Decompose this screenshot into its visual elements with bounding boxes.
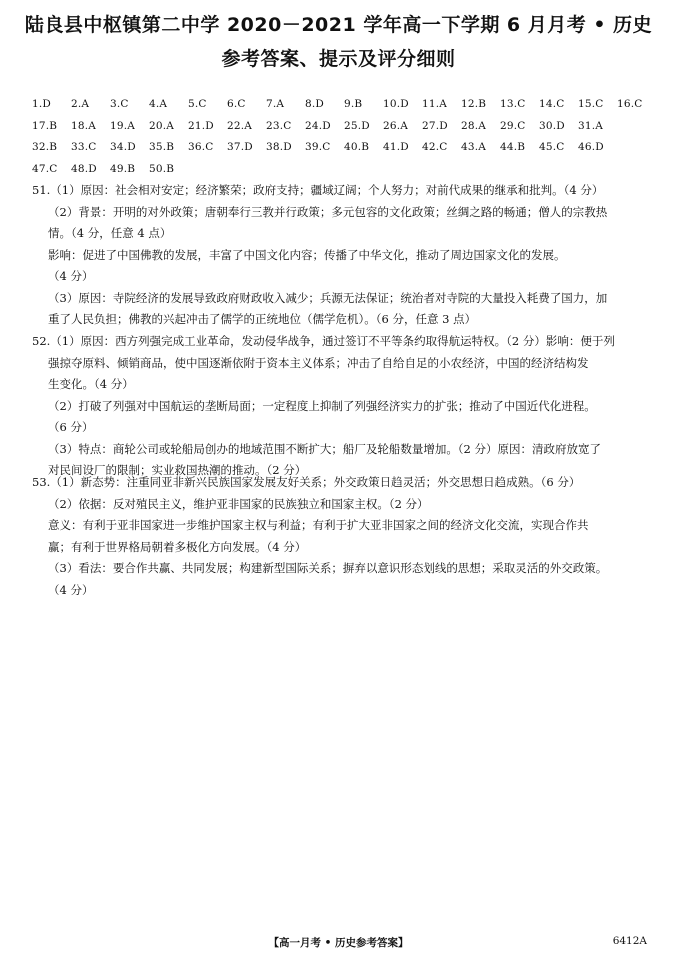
answer-line: 重了人民负担；佛教的兴起冲击了儒学的正统地位（儒学危机）。（6 分，任意 3 点） xyxy=(48,312,477,326)
answer-line: 意义：有利于亚非国家进一步维护国家主权与利益；有利于扩大亚非国家之间的经济文化交流，实现合作共 xyxy=(48,518,589,532)
answer-line: （2）背景：开明的对外政策；唐朝奉行三教并行政策；多元包容的文化政策；丝绸之路的畅通；僧人的宗教热 xyxy=(48,204,608,219)
answer-row xyxy=(32,98,662,120)
answer-item: 6.C xyxy=(227,98,246,110)
answer-item: 47.C xyxy=(32,162,58,175)
answer-item: 16.C xyxy=(617,98,643,110)
answer-item: 24.D xyxy=(305,119,331,132)
answer-item: 42.C xyxy=(422,141,448,153)
answer-line: 51.（1）原因：社会相对安定；经济繁荣；政府支持；疆域辽阔；个人努力；对前代成果的继承和批判。（4 分） xyxy=(32,183,604,197)
answer-line: 影响：促进了中国佛教的发展，丰富了中国文化内容；传播了中华文化，推动了周边国家文化的发展。 xyxy=(48,247,566,262)
answer-row xyxy=(32,141,662,163)
answer-item: 1.D xyxy=(32,98,52,110)
answer-item: 2.A xyxy=(71,98,90,110)
answer-item: 49.B xyxy=(110,162,136,175)
answer-line: 53.（1）新态势：注重同亚非新兴民族国家发展友好关系；外交政策日趋灵活；外交思想日趋成熟。（6 分） xyxy=(32,475,581,489)
answer-line: （6 分） xyxy=(48,420,94,434)
answer-row xyxy=(32,120,662,142)
answer-line: 52.（1）原因：西方列强完成工业革命，发动侵华战争，通过签订不平等条约取得航运特权。（2 分）影响：便于列 xyxy=(32,334,615,348)
answer-item: 14.C xyxy=(539,98,565,110)
answer-item: 17.B xyxy=(32,119,58,132)
footer-code: 6412A xyxy=(612,935,647,947)
answer-item: 35.B xyxy=(149,141,175,153)
answer-item: 11.A xyxy=(422,98,448,110)
answer-line: 赢；有利于世界格局朝着多极化方向发展。（4 分） xyxy=(48,539,307,554)
answer-item: 39.C xyxy=(305,141,331,153)
answer-item: 37.D xyxy=(227,141,253,153)
answer-line: （4 分） xyxy=(48,269,94,283)
answer-line: 强掠夺原料、倾销商品，使中国逐渐依附于资本主义体系；冲击了自给自足的小农经济，中国的经济结构发 xyxy=(48,355,589,370)
answer-item: 50.B xyxy=(149,162,175,175)
question-51-answer xyxy=(32,180,667,331)
answer-item: 30.D xyxy=(539,119,565,132)
answer-item: 5.C xyxy=(188,98,207,110)
answer-line: （3）特点：商轮公司或轮船局创办的地域范围不断扩大；船厂及轮船数量增加。（2 分）原因：清政府放宽了 xyxy=(48,441,602,456)
page-subtitle: 参考答案、提示及评分细则 xyxy=(221,48,456,70)
answer-item: 34.D xyxy=(110,141,136,153)
answer-item: 26.A xyxy=(383,119,409,132)
answer-line: 对民间设厂的限制；实业救国热潮的推动。（2 分） xyxy=(48,463,307,477)
answer-item: 38.D xyxy=(266,141,292,153)
answer-item: 40.B xyxy=(344,141,370,153)
answer-item: 45.C xyxy=(539,141,565,153)
answer-item: 19.A xyxy=(110,119,136,132)
question-52-answer xyxy=(32,331,667,482)
answer-item: 44.B xyxy=(500,141,526,153)
answer-item: 22.A xyxy=(227,119,253,132)
answer-item: 31.A xyxy=(578,119,604,132)
answer-item: 20.A xyxy=(149,119,175,132)
answer-line: （3）原因：寺院经济的发展导致政府财政收入减少；兵源无法保证；统治者对寺院的大量投入耗费了国力，加 xyxy=(48,290,608,305)
answer-item: 12.B xyxy=(461,98,487,110)
answer-line: 情。（4 分，任意 4 点） xyxy=(48,226,172,240)
answer-item: 15.C xyxy=(578,98,604,110)
answer-item: 23.C xyxy=(266,119,292,132)
answer-line: （2）依据：反对殖民主义，维护亚非国家的民族独立和国家主权。（2 分） xyxy=(48,496,429,511)
answer-line: （2）打破了列强对中国航运的垄断局面；一定程度上抑制了列强经济实力的扩张；推动了中国近代化进程。 xyxy=(48,398,596,413)
answer-item: 41.D xyxy=(383,141,409,153)
answer-item: 48.D xyxy=(71,162,97,175)
answer-item: 28.A xyxy=(461,119,487,132)
answer-item: 3.C xyxy=(110,98,129,110)
answer-item: 46.D xyxy=(578,141,604,153)
answer-item: 8.D xyxy=(305,98,325,110)
answer-item: 25.D xyxy=(344,119,370,132)
answer-item: 4.A xyxy=(149,98,168,110)
answer-item: 7.A xyxy=(266,98,285,110)
answer-item: 10.D xyxy=(383,98,409,110)
answer-item: 32.B xyxy=(32,141,58,153)
answer-line: 生变化。（4 分） xyxy=(48,377,134,391)
answer-item: 18.A xyxy=(71,119,97,132)
answer-item: 36.C xyxy=(188,141,214,153)
answer-item: 33.C xyxy=(71,141,97,153)
footer-label: 【高一月考 • 历史参考答案】 xyxy=(268,937,409,949)
answer-item: 21.D xyxy=(188,119,214,132)
page-title: 陆良县中枢镇第二中学 2020－2021 学年高一下学期 6 月月考 • 历史 xyxy=(24,14,653,36)
multiple-choice-answers xyxy=(32,98,662,184)
answer-item: 43.A xyxy=(461,141,487,153)
answer-line: （3）看法：要合作共赢、共同发展；构建新型国际关系；摒弃以意识形态划线的思想；采取灵活的外交政策。 xyxy=(48,561,608,575)
answer-item: 29.C xyxy=(500,119,526,132)
answer-item: 9.B xyxy=(344,98,363,110)
answer-line: （4 分） xyxy=(48,582,94,597)
answer-item: 13.C xyxy=(500,98,526,110)
question-53-answer xyxy=(32,472,667,601)
answer-item: 27.D xyxy=(422,119,448,132)
